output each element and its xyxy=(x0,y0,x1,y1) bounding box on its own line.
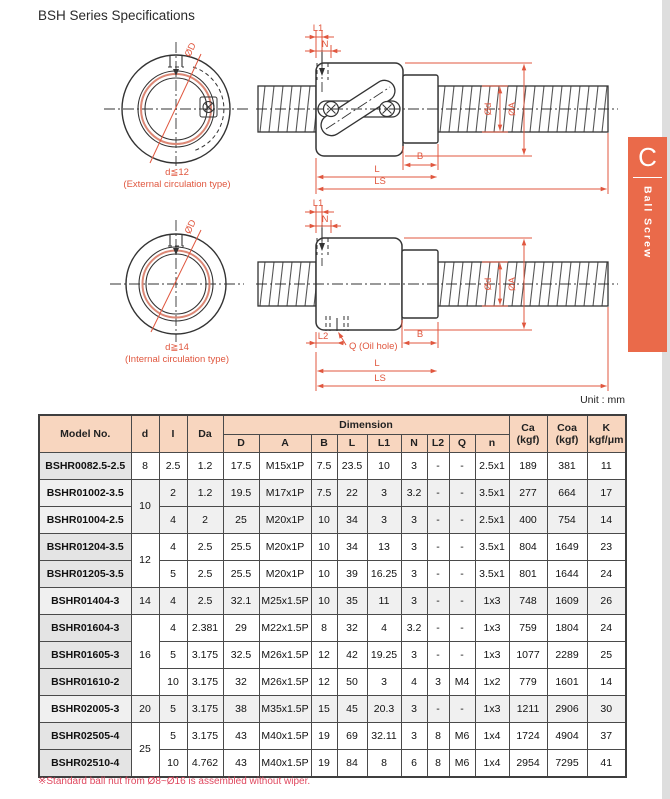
cell: 4 xyxy=(159,506,187,533)
internal-circle-view xyxy=(110,218,244,365)
cell: 2 xyxy=(187,506,223,533)
internal-caption-1: d≧14 xyxy=(165,342,189,353)
cell: M20x1P xyxy=(259,560,311,587)
cell: 3.175 xyxy=(187,641,223,668)
cell: 25.5 xyxy=(223,533,259,560)
col-header-L: L xyxy=(337,434,367,452)
cell: 26 xyxy=(587,587,626,614)
side-tab-divider xyxy=(633,177,662,178)
cell: 69 xyxy=(337,722,367,749)
ca-line1: Ca xyxy=(521,421,535,434)
cell: 804 xyxy=(509,533,547,560)
dim-l2: L2 xyxy=(317,331,329,342)
cell: 1724 xyxy=(509,722,547,749)
d-cell: 25 xyxy=(131,722,159,777)
cell: 14 xyxy=(587,506,626,533)
side-tab-label: Ball Screw xyxy=(641,186,654,260)
cell: 41 xyxy=(587,749,626,777)
dim-od-2: Ød xyxy=(483,277,494,291)
col-header-k xyxy=(587,415,626,452)
cell: 3 xyxy=(401,560,427,587)
cell: 1x2 xyxy=(475,668,509,695)
cell: 11 xyxy=(367,587,401,614)
cell: 3.5x1 xyxy=(475,560,509,587)
table-row xyxy=(39,506,626,533)
model-cell: BSHR01604-3 xyxy=(39,614,131,641)
cell: 16.25 xyxy=(367,560,401,587)
cell: 5 xyxy=(159,695,187,722)
d-cell: 16 xyxy=(131,614,159,695)
cell: 3 xyxy=(401,722,427,749)
model-cell: BSHR01204-3.5 xyxy=(39,533,131,560)
cell: 3.5x1 xyxy=(475,479,509,506)
cell: - xyxy=(449,587,475,614)
cell: 3.5x1 xyxy=(475,533,509,560)
cell: 20.3 xyxy=(367,695,401,722)
dim-b: B xyxy=(416,151,424,162)
cell: 2.381 xyxy=(187,614,223,641)
cell: 23 xyxy=(587,533,626,560)
cell: 3.175 xyxy=(187,722,223,749)
cell: 12 xyxy=(311,641,337,668)
external-circle-view xyxy=(104,41,250,190)
model-cell: BSHR01605-3 xyxy=(39,641,131,668)
cell: 24 xyxy=(587,614,626,641)
cell: 17 xyxy=(587,479,626,506)
model-cell: BSHR01404-3 xyxy=(39,587,131,614)
cell: 1649 xyxy=(547,533,587,560)
cell: - xyxy=(449,479,475,506)
header-row-1 xyxy=(39,415,626,434)
cell: M4 xyxy=(449,668,475,695)
cell: 12 xyxy=(311,668,337,695)
cell: 277 xyxy=(509,479,547,506)
model-cell: BSHR01205-3.5 xyxy=(39,560,131,587)
cell: 2 xyxy=(159,479,187,506)
cell: 400 xyxy=(509,506,547,533)
cell: 4 xyxy=(367,614,401,641)
cell: 1601 xyxy=(547,668,587,695)
d-cell: 20 xyxy=(131,695,159,722)
cell: 42 xyxy=(337,641,367,668)
unit-label: Unit : mm xyxy=(580,394,625,406)
cell: 22 xyxy=(337,479,367,506)
cell: - xyxy=(449,614,475,641)
cell: 3 xyxy=(401,452,427,479)
cell: 5 xyxy=(159,560,187,587)
spec-table xyxy=(38,414,627,778)
dim-q: Q (Oil hole) xyxy=(349,341,398,352)
cell: 1.2 xyxy=(187,452,223,479)
cell: 3 xyxy=(401,695,427,722)
page-title: BSH Series Specifications xyxy=(38,8,195,23)
cell: 43 xyxy=(223,749,259,777)
cell: 2954 xyxy=(509,749,547,777)
cell: 10 xyxy=(159,749,187,777)
model-cell: BSHR02005-3 xyxy=(39,695,131,722)
cell: - xyxy=(449,452,475,479)
cell: 8 xyxy=(427,722,449,749)
k-line1: K xyxy=(602,421,611,434)
cell: - xyxy=(449,533,475,560)
internal-caption-2: (Internal circulation type) xyxy=(124,354,230,365)
cell: 1644 xyxy=(547,560,587,587)
col-header-N: N xyxy=(401,434,427,452)
cell: 4 xyxy=(159,614,187,641)
cell: 13 xyxy=(367,533,401,560)
cell: 1x3 xyxy=(475,587,509,614)
cell: - xyxy=(427,641,449,668)
cell: 754 xyxy=(547,506,587,533)
cell: M20x1P xyxy=(259,533,311,560)
cell: 19 xyxy=(311,722,337,749)
cell: 4 xyxy=(159,533,187,560)
table-row xyxy=(39,749,626,777)
table-row xyxy=(39,560,626,587)
cell: 5 xyxy=(159,641,187,668)
cell: 32.5 xyxy=(223,641,259,668)
cell: - xyxy=(427,533,449,560)
col-header-coa xyxy=(547,415,587,452)
cell: 3 xyxy=(401,506,427,533)
cell: 3 xyxy=(401,641,427,668)
cell: 35 xyxy=(337,587,367,614)
cell: 1x3 xyxy=(475,695,509,722)
k-line2: kgf/μm xyxy=(589,433,624,446)
cell: M25x1.5P xyxy=(259,587,311,614)
cell: 2289 xyxy=(547,641,587,668)
cell: 2.5 xyxy=(187,587,223,614)
cell: 30 xyxy=(587,695,626,722)
dim-n: N xyxy=(321,39,329,50)
cell: 34 xyxy=(337,533,367,560)
table-row xyxy=(39,479,626,506)
cell: 38 xyxy=(223,695,259,722)
cell: 10 xyxy=(311,533,337,560)
model-cell: BSHR01004-2.5 xyxy=(39,506,131,533)
cell: M35x1.5P xyxy=(259,695,311,722)
cell: M40x1.5P xyxy=(259,722,311,749)
cell: 3.2 xyxy=(401,479,427,506)
cell: 748 xyxy=(509,587,547,614)
dim-oa-2: ØA xyxy=(507,277,518,291)
cell: 4904 xyxy=(547,722,587,749)
cell: M26x1.5P xyxy=(259,668,311,695)
cell: 759 xyxy=(509,614,547,641)
cell: 29 xyxy=(223,614,259,641)
col-header-n: n xyxy=(475,434,509,452)
d-cell: 14 xyxy=(131,587,159,614)
col-header-ca xyxy=(509,415,547,452)
cell: 1077 xyxy=(509,641,547,668)
cell: 25 xyxy=(223,506,259,533)
cell: - xyxy=(427,560,449,587)
table-row xyxy=(39,533,626,560)
table-row xyxy=(39,614,626,641)
cell: 32.1 xyxy=(223,587,259,614)
cell: 8 xyxy=(311,614,337,641)
cell: 3 xyxy=(367,506,401,533)
cell: 11 xyxy=(587,452,626,479)
coa-line1: Coa xyxy=(557,421,577,434)
col-header-model: Model No. xyxy=(39,415,131,452)
table-row xyxy=(39,695,626,722)
cell: 3.175 xyxy=(187,695,223,722)
cell: - xyxy=(427,695,449,722)
cell: 5 xyxy=(159,722,187,749)
dim-od: Ød xyxy=(483,102,494,116)
cell: - xyxy=(427,479,449,506)
dim-oa: ØA xyxy=(507,102,518,116)
cell: M20x1P xyxy=(259,506,311,533)
cell: 7.5 xyxy=(311,452,337,479)
cell: 2.5 xyxy=(187,533,223,560)
model-cell: BSHR01002-3.5 xyxy=(39,479,131,506)
col-header-L2: L2 xyxy=(427,434,449,452)
model-cell: BSHR01610-2 xyxy=(39,668,131,695)
cell: 3.175 xyxy=(187,668,223,695)
cell: 23.5 xyxy=(337,452,367,479)
col-header-da: Da xyxy=(187,415,223,452)
cell: 3 xyxy=(367,479,401,506)
cell: 3.2 xyxy=(401,614,427,641)
cell: 10 xyxy=(311,560,337,587)
cell: 25.5 xyxy=(223,560,259,587)
cell: 4 xyxy=(401,668,427,695)
cell: 32 xyxy=(223,668,259,695)
cell: M17x1P xyxy=(259,479,311,506)
cell: 1x3 xyxy=(475,641,509,668)
side-tab xyxy=(628,137,667,352)
footnote: ※Standard ball nut from Ø8~Ø16 is assembled without wiper. xyxy=(38,776,311,787)
cell: 6 xyxy=(401,749,427,777)
cell: M26x1.5P xyxy=(259,641,311,668)
table-row xyxy=(39,587,626,614)
cell: 1x4 xyxy=(475,749,509,777)
cell: M6 xyxy=(449,722,475,749)
external-side-view xyxy=(256,44,618,156)
d-cell: 10 xyxy=(131,479,159,533)
cell: 34 xyxy=(337,506,367,533)
col-header-A: A xyxy=(259,434,311,452)
internal-od-label: ØD xyxy=(182,218,199,236)
cell: M22x1.5P xyxy=(259,614,311,641)
cell: 3 xyxy=(401,533,427,560)
cell: 1609 xyxy=(547,587,587,614)
table-row xyxy=(39,722,626,749)
cell: 1x4 xyxy=(475,722,509,749)
cell: 8 xyxy=(427,749,449,777)
cell: - xyxy=(449,641,475,668)
cell: - xyxy=(449,560,475,587)
table-row xyxy=(39,641,626,668)
col-header-d: d xyxy=(131,415,159,452)
cell: - xyxy=(449,695,475,722)
cell: M15x1P xyxy=(259,452,311,479)
cell: 1.2 xyxy=(187,479,223,506)
cell: M6 xyxy=(449,749,475,777)
cell: 779 xyxy=(509,668,547,695)
cell: 39 xyxy=(337,560,367,587)
cell: 45 xyxy=(337,695,367,722)
cell: 7.5 xyxy=(311,479,337,506)
cell: 10 xyxy=(311,506,337,533)
col-header-L1: L1 xyxy=(367,434,401,452)
model-cell: BSHR02510-4 xyxy=(39,749,131,777)
cell: 1804 xyxy=(547,614,587,641)
cell: - xyxy=(427,506,449,533)
col-header-i: I xyxy=(159,415,187,452)
cell: 25 xyxy=(587,641,626,668)
cell: 14 xyxy=(587,668,626,695)
cell: 1x3 xyxy=(475,614,509,641)
cell: 32.11 xyxy=(367,722,401,749)
external-caption-1: d≦12 xyxy=(165,167,189,178)
cell: 2.5x1 xyxy=(475,452,509,479)
col-header-D: D xyxy=(223,434,259,452)
cell: 7295 xyxy=(547,749,587,777)
cell: 15 xyxy=(311,695,337,722)
cell: 3 xyxy=(427,668,449,695)
cell: 189 xyxy=(509,452,547,479)
internal-side-view xyxy=(256,220,618,331)
cell: 3 xyxy=(401,587,427,614)
cell: 2.5 xyxy=(159,452,187,479)
cell: 4.762 xyxy=(187,749,223,777)
d-cell: 8 xyxy=(131,452,159,479)
coa-line2: (kgf) xyxy=(555,433,579,446)
ca-line2: (kgf) xyxy=(516,433,540,446)
cell: - xyxy=(449,506,475,533)
model-cell: BSHR02505-4 xyxy=(39,722,131,749)
cell: 801 xyxy=(509,560,547,587)
dim-b-2: B xyxy=(416,329,424,340)
dim-ls-2: LS xyxy=(374,373,386,384)
cell: - xyxy=(427,614,449,641)
cell: 24 xyxy=(587,560,626,587)
cell: 381 xyxy=(547,452,587,479)
dim-l1: L1 xyxy=(312,23,324,34)
cell: 19.25 xyxy=(367,641,401,668)
cell: 10 xyxy=(367,452,401,479)
cell: - xyxy=(427,587,449,614)
cell: 84 xyxy=(337,749,367,777)
cell: 19 xyxy=(311,749,337,777)
cell: 37 xyxy=(587,722,626,749)
col-header-Q: Q xyxy=(449,434,475,452)
cell: 10 xyxy=(311,587,337,614)
cell: 2906 xyxy=(547,695,587,722)
cell: 664 xyxy=(547,479,587,506)
cell: 3 xyxy=(367,668,401,695)
cell: 50 xyxy=(337,668,367,695)
table-row xyxy=(39,452,626,479)
cell: M40x1.5P xyxy=(259,749,311,777)
col-header-dimension: Dimension xyxy=(223,415,509,434)
external-od-label: ØD xyxy=(182,41,199,59)
cell: 2.5 xyxy=(187,560,223,587)
external-caption-2: (External circulation type) xyxy=(123,179,231,190)
col-header-B: B xyxy=(311,434,337,452)
cell: - xyxy=(427,452,449,479)
dim-l1-2: L1 xyxy=(312,198,324,209)
side-tab-letter: C xyxy=(638,142,657,172)
dim-n-2: N xyxy=(321,214,329,225)
d-cell: 12 xyxy=(131,533,159,587)
cell: 32 xyxy=(337,614,367,641)
dim-ls: LS xyxy=(374,176,386,187)
cell: 2.5x1 xyxy=(475,506,509,533)
cell: 1211 xyxy=(509,695,547,722)
dim-l: L xyxy=(374,164,380,175)
cell: 17.5 xyxy=(223,452,259,479)
cell: 10 xyxy=(159,668,187,695)
model-cell: BSHR0082.5-2.5 xyxy=(39,452,131,479)
table-row xyxy=(39,668,626,695)
dim-l-2: L xyxy=(374,358,380,369)
cell: 19.5 xyxy=(223,479,259,506)
cell: 43 xyxy=(223,722,259,749)
cell: 4 xyxy=(159,587,187,614)
cell: 8 xyxy=(367,749,401,777)
